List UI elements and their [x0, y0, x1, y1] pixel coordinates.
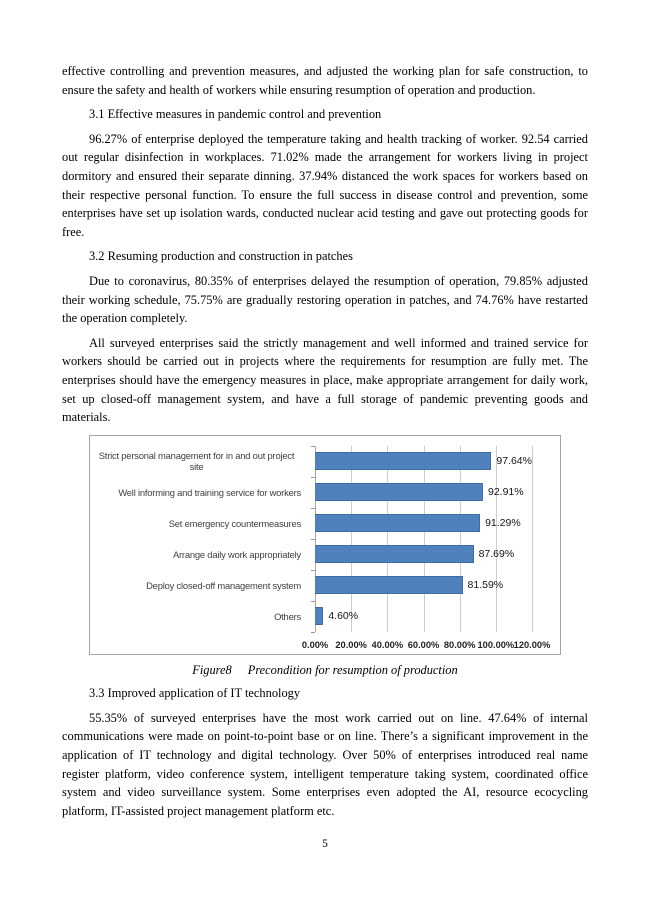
chart-category-label: [92, 508, 307, 539]
chart-x-tick-label: 100.00%: [477, 639, 515, 650]
chart-row: [315, 477, 532, 508]
chart-bar: [315, 576, 463, 594]
chart-row: [315, 446, 532, 477]
chart-value-label: 97.64%: [496, 454, 532, 467]
chart-x-tick-label: 120.00%: [513, 639, 551, 650]
page-content: [62, 62, 588, 826]
paragraph-3-2a: Due to coronavirus, 80.35% of enterprises delayed the resumption of operation, 79.85% adjusted their working schedule, 75.75% are gradually restoring operation in patches, and 74.76% have restarted the operation completely.: [62, 273, 588, 326]
chart-category-label-text: Strict personal management for in and out project site: [98, 449, 295, 473]
chart-value-label: 91.29%: [485, 516, 521, 529]
chart-category-labels: [92, 446, 307, 632]
chart-category-label-text: Arrange daily work appropriately: [172, 548, 301, 560]
figure8-bar-chart: [89, 435, 561, 655]
paragraph-3-2b: All surveyed enterprises said the strictly management and well informed and trained service for workers should be carried out in projects where the requirements for resumption are fully met. The enterprises should have the emergency measures in place, make appropriate arrangement for daily work, set up closed-off management system, and have a full storage of pandemic preventing goods and materials.: [62, 335, 588, 425]
chart-rows: [315, 446, 532, 632]
chart-category-label: [92, 570, 307, 601]
chart-category-label-text: Well informing and training service for workers: [118, 486, 301, 498]
paragraph-3-1: 96.27% of enterprise deployed the temperature taking and health tracking of worker. 92.54 carried out regular disinfection in workplaces. 71.02% made the arrangement for workers living in project dormitory and ensured their separate dinning. 37.94% distanced the work spaces for workers based on their respective personal function. To ensure the full success in disease control and prevention, some enterprises have set up isolation wards, conducted nuclear acid testing and gave out protecting goods for free.: [62, 131, 588, 239]
chart-bar: [315, 514, 480, 532]
chart-x-tick-label: 80.00%: [443, 639, 476, 650]
chart-category-label-text: Others: [274, 610, 301, 622]
heading-3-1: 3.1 Effective measures in pandemic control and prevention: [89, 107, 382, 122]
figure-caption-text: Precondition for resumption of production: [247, 662, 458, 677]
chart-x-tick-label: 20.00%: [335, 639, 367, 650]
heading-3-2: 3.2 Resuming production and construction in patches: [89, 249, 353, 264]
chart-x-axis-labels: [301, 634, 551, 650]
page-number: 5: [322, 838, 328, 850]
chart-bar: [315, 607, 323, 625]
chart-category-label: [92, 477, 307, 508]
chart-row: [315, 508, 532, 539]
chart-plot-area: [315, 446, 532, 632]
chart-bar: [315, 483, 483, 501]
chart-category-label: [92, 446, 307, 477]
chart-bar: [315, 452, 491, 470]
paragraph-intro: effective controlling and prevention measures, and adjusted the working plan for safe construction, to ensure the safety and health of workers while ensuring resumption of operation and production.: [62, 64, 588, 97]
chart-x-tick-label: 0.00%: [301, 639, 329, 650]
figure-caption: [62, 661, 588, 680]
figure-caption-label: Figure8: [192, 662, 232, 677]
chart-value-label: 4.60%: [328, 609, 359, 622]
chart-bar: [315, 545, 474, 563]
chart-gridline: [532, 446, 533, 632]
chart-x-tick-label: 60.00%: [407, 639, 440, 650]
chart-value-label: 87.69%: [478, 547, 515, 560]
chart-row: [315, 601, 532, 632]
chart-value-label: 81.59%: [467, 578, 504, 591]
paragraph-3-3: 55.35% of surveyed enterprises have the most work carried out on line. 47.64% of internal communications were made on point-to-point base or on line. There’s a significant improvement in the application of IT technology and digital technology. Over 50% of enterprises introduced real name register platform, video conference system, intelligent temperature taking system, coordinated office system and video surveillance system. Some enterprises even adopted the AI, resource ecocycling platform, IT-assisted project management platform etc.: [62, 710, 588, 818]
chart-category-label-text: Deploy closed-off management system: [146, 579, 301, 591]
chart-x-tick-label: 40.00%: [371, 639, 404, 650]
chart-category-label-text: Set emergency countermeasures: [168, 517, 301, 529]
heading-3-3: 3.3 Improved application of IT technology: [89, 686, 301, 701]
chart-value-label: 92.91%: [488, 485, 524, 498]
chart-row: [315, 570, 532, 601]
chart-category-label: [92, 601, 307, 632]
chart-axis-tick: [311, 632, 315, 633]
chart-row: [315, 539, 532, 570]
chart-category-label: [92, 539, 307, 570]
